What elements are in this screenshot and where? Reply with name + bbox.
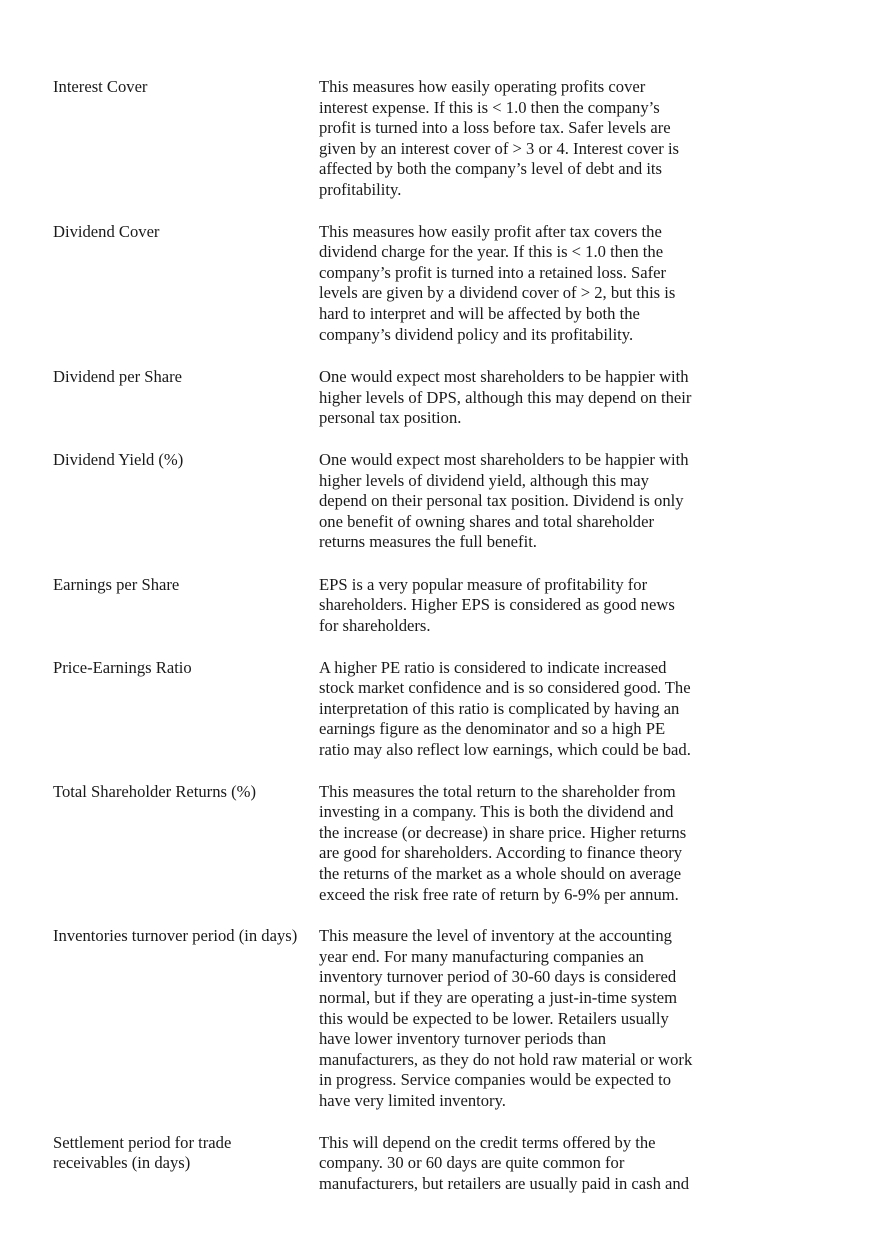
ratio-interpretation	[319, 367, 739, 429]
interpretation-line: returns measures the full benefit.	[319, 532, 537, 552]
ratio-name-line: Dividend per Share	[53, 367, 183, 387]
ratio-name-line: Settlement period for trade	[53, 1132, 232, 1152]
ratio-name	[53, 782, 319, 803]
ratio-name-line: Total Shareholder Returns (%)	[53, 781, 256, 801]
interpretation-line: This measures the total return to the shareholder from	[319, 781, 676, 801]
interpretation-line: exceed the risk free rate of return by 6-9% per annum.	[319, 884, 679, 904]
interpretation-line: investing in a company. This is both the dividend and	[319, 802, 674, 822]
interpretation-line: A higher PE ratio is considered to indicate increased	[319, 657, 667, 677]
ratio-name	[53, 450, 319, 471]
ratio-definitions-list	[53, 77, 853, 1194]
interpretation-line: depend on their personal tax position. Dividend is only	[319, 491, 684, 511]
ratio-interpretation	[319, 658, 739, 761]
ratio-name	[53, 575, 319, 596]
ratio-name-line: Earnings per Share	[53, 574, 180, 594]
definition-row	[53, 782, 853, 906]
interpretation-line: One would expect most shareholders to be happier with	[319, 367, 689, 387]
interpretation-line: personal tax position.	[319, 408, 462, 428]
interpretation-line: one benefit of owning shares and total shareholder	[319, 511, 654, 531]
interpretation-line: earnings figure as the denominator and so a high PE	[319, 719, 666, 739]
interpretation-line: have very limited inventory.	[319, 1090, 506, 1110]
interpretation-line: interest expense. If this is < 1.0 then the company’s	[319, 97, 660, 117]
interpretation-line: shareholders. Higher EPS is considered as good news	[319, 595, 675, 615]
definition-row	[53, 575, 853, 637]
ratio-interpretation	[319, 450, 739, 553]
ratio-name-line: Dividend Cover	[53, 221, 160, 241]
ratio-interpretation	[319, 926, 739, 1111]
ratio-name-line: Dividend Yield (%)	[53, 449, 184, 469]
interpretation-line: company. 30 or 60 days are quite common for	[319, 1153, 625, 1173]
interpretation-line: EPS is a very popular measure of profitability for	[319, 574, 648, 594]
ratio-interpretation	[319, 1133, 739, 1195]
ratio-name-line: Inventories turnover period (in days)	[53, 926, 298, 946]
ratio-name	[53, 1133, 319, 1174]
ratio-interpretation	[319, 222, 739, 346]
ratio-name	[53, 77, 319, 98]
interpretation-line: stock market confidence and is so considered good. The	[319, 678, 691, 698]
interpretation-line: This measures how easily profit after tax covers the	[319, 221, 662, 241]
interpretation-line: normal, but if they are operating a just-in-time system	[319, 987, 678, 1007]
interpretation-line: levels are given by a dividend cover of > 2, but this is	[319, 283, 676, 303]
interpretation-line: hard to interpret and will be affected by both the	[319, 303, 640, 323]
interpretation-line: inventory turnover period of 30-60 days is considered	[319, 967, 677, 987]
interpretation-line: ratio may also reflect low earnings, which could be bad.	[319, 740, 691, 760]
ratio-name-line: Price-Earnings Ratio	[53, 657, 192, 677]
interpretation-line: dividend charge for the year. If this is < 1.0 then the	[319, 242, 664, 262]
ratio-name	[53, 367, 319, 388]
ratio-name	[53, 926, 319, 947]
ratio-interpretation	[319, 782, 739, 906]
interpretation-line: the returns of the market as a whole should on average	[319, 864, 682, 883]
interpretation-line: year end. For many manufacturing companies an	[319, 946, 644, 966]
ratio-name	[53, 222, 319, 243]
definition-row	[53, 450, 853, 553]
interpretation-line: This will depend on the credit terms offered by the	[319, 1132, 656, 1152]
interpretation-line: given by an interest cover of > 3 or 4. Interest cover is	[319, 138, 680, 158]
interpretation-line: manufacturers, as they do not hold raw material or work	[319, 1049, 693, 1069]
interpretation-line: affected by both the company’s level of debt and its	[319, 159, 662, 179]
interpretation-line: company’s profit is turned into a retained loss. Safer	[319, 262, 667, 282]
ratio-name-line: Interest Cover	[53, 77, 148, 96]
ratio-interpretation	[319, 575, 739, 637]
interpretation-line: the increase (or decrease) in share price. Higher returns	[319, 822, 687, 842]
interpretation-line: manufacturers, but retailers are usually paid in cash and	[319, 1173, 689, 1193]
interpretation-line: company’s dividend policy and its profitability.	[319, 324, 634, 344]
definition-row	[53, 222, 853, 346]
definition-row	[53, 1133, 853, 1195]
interpretation-line: higher levels of dividend yield, although this may	[319, 470, 649, 490]
interpretation-line: This measures how easily operating profits cover	[319, 77, 646, 96]
interpretation-line: have lower inventory turnover periods than	[319, 1029, 607, 1049]
interpretation-line: for shareholders.	[319, 616, 431, 636]
definition-row	[53, 77, 853, 201]
interpretation-line: profit is turned into a loss before tax. Safer levels are	[319, 118, 671, 138]
interpretation-line: This measure the level of inventory at the accounting	[319, 926, 672, 946]
interpretation-line: higher levels of DPS, although this may depend on their	[319, 387, 692, 407]
interpretation-line: this would be expected to be lower. Retailers usually	[319, 1008, 669, 1028]
ratio-name	[53, 658, 319, 679]
interpretation-line: interpretation of this ratio is complicated by having an	[319, 698, 680, 718]
definition-row	[53, 658, 853, 761]
interpretation-line: are good for shareholders. According to finance theory	[319, 843, 683, 863]
interpretation-line: profitability.	[319, 179, 402, 199]
ratio-interpretation	[319, 77, 739, 201]
interpretation-line: in progress. Service companies would be expected to	[319, 1070, 672, 1090]
interpretation-line: One would expect most shareholders to be happier with	[319, 449, 689, 469]
definition-row	[53, 926, 853, 1111]
ratio-name-line: receivables (in days)	[53, 1153, 191, 1173]
definition-row	[53, 367, 853, 429]
